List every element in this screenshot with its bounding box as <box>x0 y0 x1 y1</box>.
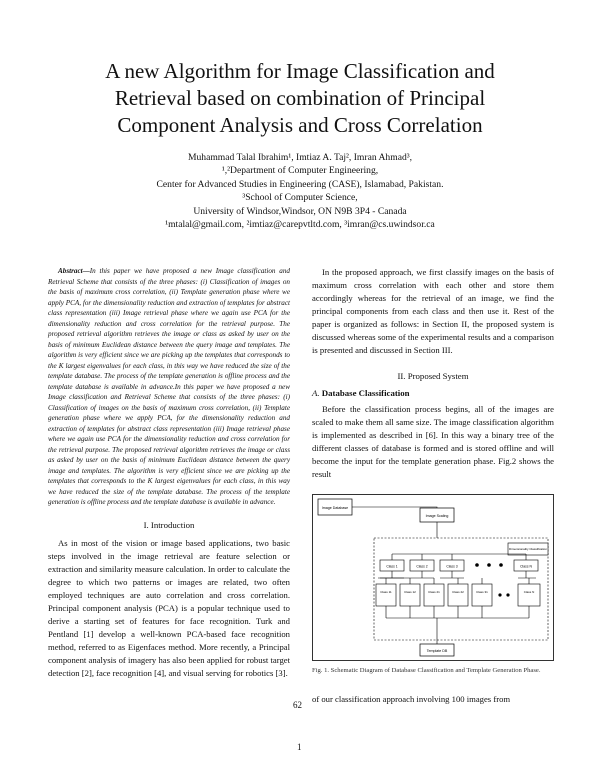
merge-connectors <box>386 606 529 618</box>
author-block <box>60 151 540 231</box>
level2-class-31-box <box>472 584 492 606</box>
level1-class-2-label: Class 2 <box>416 564 428 569</box>
level2-class-21-label: Class 21 <box>428 590 440 594</box>
intro-continued-paragraph: In the proposed approach, we first classify images on the basis of maximum cross correlation with each other and store them accordingly whereas for the retrieval of an image, we find the principal components from each class and then use it. Rest of the paper is organized as follows: in Section II, the proposed system is discussed whereas some of the experimental results and a comparison is presented and discussed in Section III. <box>312 267 554 355</box>
subsection-letter: A. <box>312 388 320 398</box>
dimensionality-label: Dimensionality Classification <box>508 547 548 551</box>
title-line-2: Retrieval based on combination of Principal <box>114 86 486 110</box>
abstract <box>48 266 290 508</box>
level2-class-11-box <box>376 584 396 606</box>
image-scaling-label: Image Scaling <box>425 514 449 518</box>
inner-page-number: 62 <box>293 700 302 710</box>
footer-page-number: 1 <box>297 742 302 752</box>
level2-class-22-box <box>448 584 468 606</box>
level2-class-31-label: Class 31 <box>476 590 488 594</box>
author-affiliation-3: ³School of Computer Science, <box>242 192 358 204</box>
level2-class-n-box <box>518 584 540 606</box>
level1-class-1-label: Class 1 <box>386 564 398 569</box>
author-names: Muhammad Talal Ibrahim¹, Imtiaz A. Taj², Imran Ahmad³, <box>187 152 413 163</box>
level1-drops <box>392 554 526 560</box>
ellipsis-dot <box>475 563 479 567</box>
level2-connectors <box>378 571 526 578</box>
figure-caption: Fig. 1. Schematic Diagram of Database Classification and Template Generation Phase. <box>312 667 541 674</box>
level1-row <box>380 554 538 571</box>
level2-row <box>376 578 540 606</box>
level2-class-12-label: Class 12 <box>404 590 416 594</box>
continuation-text: of our classification approach involving 100 images from <box>312 694 511 704</box>
ellipsis-dot <box>506 593 509 596</box>
author-affiliation-1: ¹,²Department of Computer Engineering, <box>221 165 379 177</box>
level2-class-21-box <box>424 584 444 606</box>
author-emails: ¹mtalal@gmail.com, ²imtiaz@carepvtltd.com, ³imran@cs.uwindsor.ca <box>165 219 435 231</box>
level2-class-12-box <box>400 584 420 606</box>
level1-class-3-label: Class 3 <box>446 564 458 569</box>
right-column <box>312 266 554 481</box>
paper-title <box>30 58 570 139</box>
left-column <box>48 266 290 680</box>
subsection-heading <box>312 388 554 398</box>
schematic-diagram <box>312 494 554 662</box>
title-line-1: A new Algorithm for Image Classification and <box>105 59 495 83</box>
subsection-title: Database Classification <box>321 388 410 398</box>
level2-drops <box>386 578 529 584</box>
author-affiliation-2: Center for Advanced Studies in Engineering (CASE), Islamabad, Pakistan. <box>156 178 444 190</box>
intro-heading: I. Introduction <box>143 519 195 530</box>
ellipsis-dot <box>498 593 501 596</box>
template-db-label: Template DB <box>426 649 448 653</box>
level1-class-n-label: Class N <box>520 564 532 569</box>
ellipsis-dot <box>499 563 503 567</box>
section-2-heading: II. Proposed System <box>397 371 469 381</box>
title-line-3: Component Analysis and Cross Correlation <box>117 113 483 137</box>
intro-paragraph: As in most of the vision or image based applications, two basic steps involved in the image retrieval are feature selection or extraction and similarity measure calculation. In order to calculate the degree to which two patterns or images are related, two often employed techniques are auto correlation and cross correlation. Principal component analysis (PCA) is a popular technique used to derive a starting set of features for face recognition. Turk and Pentland [1] develop a well-known PCA-based face recognition method, referred to as Eigenfaces method. More recently, a Principal component analysis of imagery has also been applied for robust target detection [2], face recognition [4], and visual serving for robotics [3]. <box>48 537 290 678</box>
image-database-label: Image Database <box>321 506 349 510</box>
level2-class-11-label: Class 11 <box>380 590 392 594</box>
level2-class-22-label: Class 22 <box>452 590 464 594</box>
abstract-label: Abstract— <box>58 267 90 275</box>
classification-paragraph: Before the classification process begins, all of the images are scaled to make them all same size. The image classification algorithm is implemented as described in [6]. In this way a binary tree of the different classes of database is formed and is stored offline and will become the input for the template generation phase. Fig.2 shows the result <box>312 404 554 479</box>
ellipsis-dot <box>487 563 491 567</box>
author-affiliation-4: University of Windsor,Windsor, ON N9B 3P4 - Canada <box>193 205 407 217</box>
abstract-text: In this paper we have proposed a new Image classification and Retrieval Scheme that consists of the three phases: (i) Classification of images on the basis of maximum cross correlation, (ii) Template generation phase where we apply PCA, for the dimensionality reduction and extraction of templates for abstract class representation (iii) Image retrieval phase where we again use PCA for the dimensionality reduction and cross correlation for the retrieval purpose. The proposed retrieval algorithm retrieves the image or class as asked by user on the basis of minimum Euclidean distance between the query image and templates. The algorithm is very efficient since we are picking up the templates that corresponds to the K largest eigenvalues for each class, in this way we have reduced the size of the template database. The process of the template generation is offline process and the template database is available in advance.In this paper we have proposed a new Image classification and Retrieval Scheme that consists of the three phases: (i) Classification of images on the basis of maximum cross correlation, (ii) Template generation phase where we apply PCA, for the dimensionality reduction and extraction of templates for abstract class representation (iii) Image retrieval phase where we again use PCA for the dimensionality reduction and cross correlation for the retrieval purpose. The proposed retrieval algorithm retrieves the image or class as asked by user on the basis of minimum Euclidean distance between the query image and templates. The algorithm is very efficient since we are picking up the templates that corresponds to the K largest eigenvalues for each class, in this way we have reduced the size of the template database. The process of the template generation is offline process and the template database is available in advance. <box>48 267 290 506</box>
level2-class-n-label: Class N <box>523 590 535 594</box>
